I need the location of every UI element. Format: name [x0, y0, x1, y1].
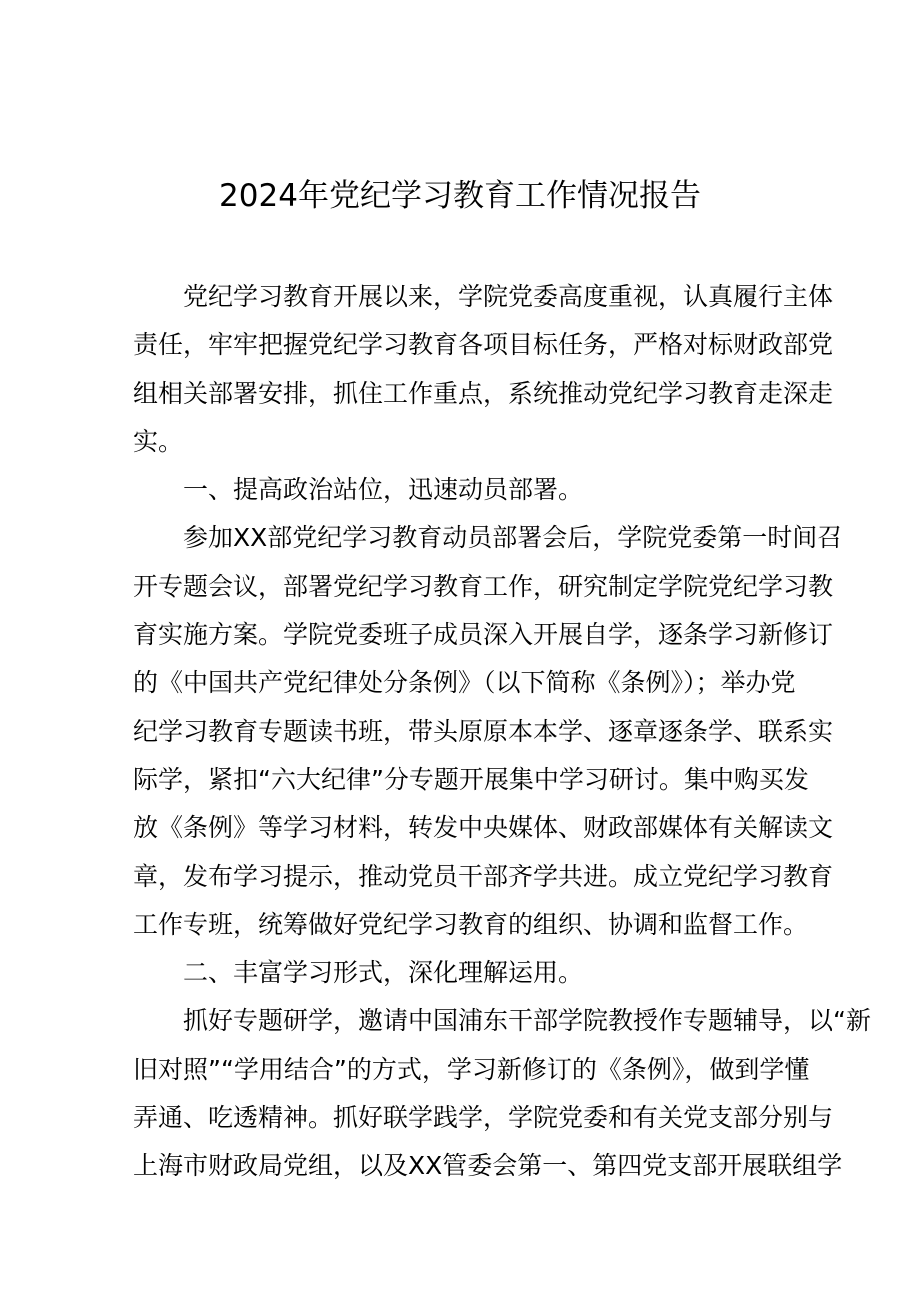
- paragraph-line: 旧对照”“学用结合”的方式，学习新修订的《条例》，做到学懂: [133, 1054, 810, 1084]
- paragraph-line: 党纪学习教育开展以来，学院党委高度重视，认真履行主体: [183, 282, 834, 311]
- paragraph-line: 放《条例》等学习材料，转发中央媒体、财政部媒体有关解读文: [133, 813, 834, 843]
- document-title: 2024年党纪学习教育工作情况报告: [219, 178, 701, 214]
- paragraph-line: 抓好专题研学，邀请中国浦东干部学院教授作专题辅导，以“新: [183, 1006, 871, 1036]
- paragraph-line: 实。: [133, 426, 184, 456]
- paragraph-line: 章，发布学习提示，推动党员干部齐学共进。成立党纪学习教育: [133, 861, 834, 891]
- paragraph-line: 组相关部署安排，抓住工作重点，系统推动党纪学习教育走深走: [133, 378, 834, 408]
- paragraph-line: 育实施方案。学院党委班子成员深入开展自学，逐条学习新修订: [133, 620, 834, 650]
- paragraph-line: 纪学习教育专题读书班，带头原原本本学、逐章逐条学、联系实: [133, 716, 834, 746]
- document-body: [133, 273, 871, 1191]
- paragraph-line: 弄通、吃透精神。抓好联学践学，学院党委和有关党支部分别与: [133, 1103, 834, 1133]
- paragraph-line: 开专题会议，部署党纪学习教育工作，研究制定学院党纪学习教: [133, 571, 834, 601]
- paragraph-line: 参加XX部党纪学习教育动员部署会后，学院党委第一时间召: [183, 523, 843, 553]
- paragraph-line: 的《中国共产党纪律处分条例》（以下简称《条例》）；举办党: [133, 668, 796, 698]
- paragraph-line: 上海市财政局党组，以及XX管委会第一、第四党支部开展联组学: [133, 1151, 843, 1181]
- paragraph-line: 工作专班，统筹做好党纪学习教育的组织、协调和监督工作。: [133, 909, 809, 939]
- section-heading: 一、提高政治站位，迅速动员部署。: [183, 475, 584, 505]
- paragraph-line: 际学，紧扣“六大纪律”分专题开展集中学习研讨。集中购买发: [133, 764, 809, 794]
- paragraph-line: 责任，牢牢把握党纪学习教育各项目标任务，严格对标财政部党: [133, 330, 834, 360]
- section-heading: 二、丰富学习形式，深化理解运用。: [183, 958, 584, 988]
